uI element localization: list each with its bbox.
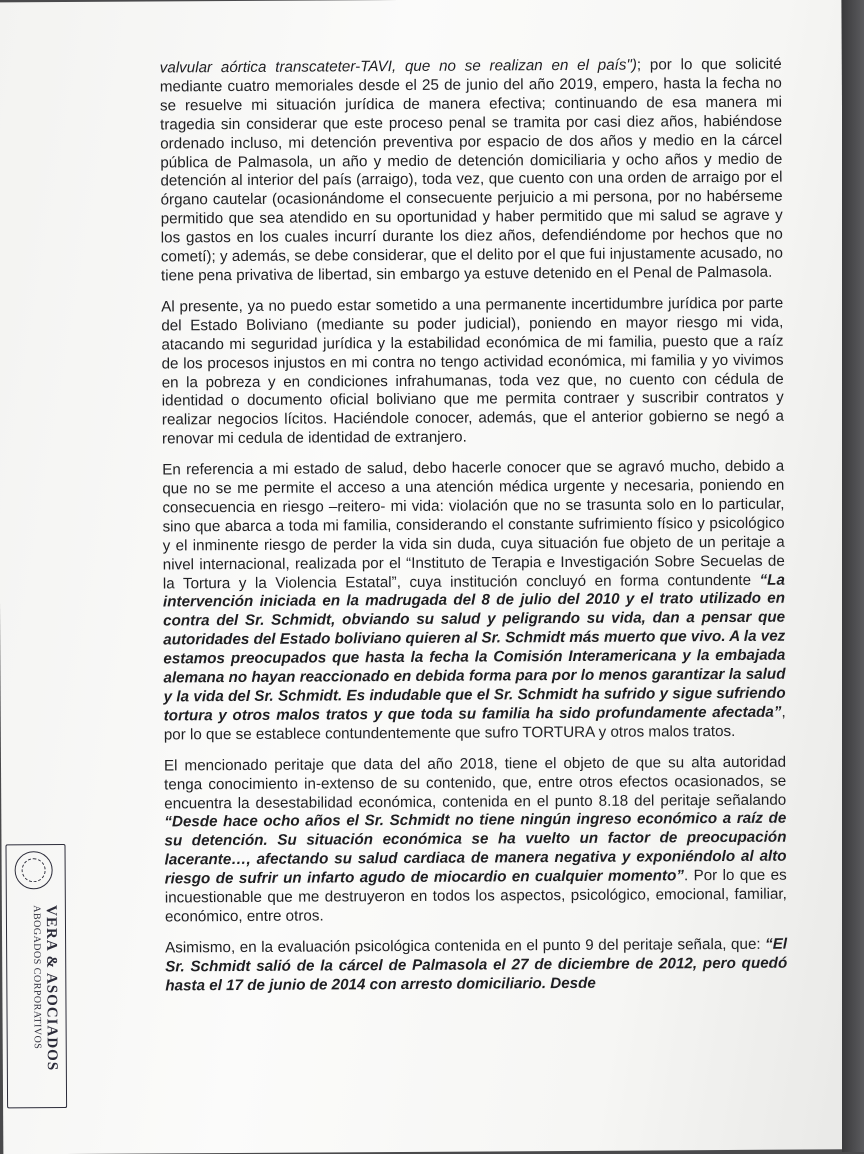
paragraph-1 (160, 56, 783, 287)
law-firm-stamp (5, 844, 67, 1108)
paragraph-3 (162, 458, 786, 745)
stamp-firm-name: VERA & ASOCIADOS (42, 905, 60, 1072)
text-segment: valvular aórtica transcateter-TAVI, que no se realizan en el país") (159, 56, 637, 77)
quoted-segment: “Desde hace ocho años el Sr. Schmidt no tiene ningún ingreso económico a raíz de su detención. Su situación económica se ha vuelto un factor de preocupación lacerante…, afectando su salud cardiaca de manera negativa y exponiéndolo al alto riesgo de sufrir un infarto agudo de miocardio en cualquier momento” (164, 810, 787, 888)
text-segment: Al presente, ya no puedo estar sometido a una permanente incertidumbre jurídica por parte del Estado Boliviano (mediante su poder judicial), poniendo en mayor riesgo mi vida, atacando mi seguridad jurídica y la estabilidad económica de mi familia, puesto que a raíz de los procesos injustos en mi contra no tengo actividad económica, mi familia y yo vivimos en la pobreza y en condiciones infrahumanas, toda vez que, no cuento con cédula de identidad o documento oficial boliviano que me permita contraer y suscribir contratos y realizar negocios lícitos. Haciéndole conocer, además, que el anterior gobierno se negó a renovar mi cedula de identidad de extranjero. (161, 294, 784, 448)
seal-icon (15, 851, 53, 889)
quoted-segment: “El Sr. Schmidt salió de la cárcel de Palmasola el 27 de diciembre de 2012, pero quedó hasta el 17 de junio de 2014 con arresto domiciliario. Desde (165, 935, 788, 995)
text-segment: En referencia a mi estado de salud, debo hacerle conocer que se agravó mucho, debido a que no se me permite el acceso a una atención médica urgente y necesaria, poniendo en consecuencia en riesgo –reitero- mi vida: violación que no se trasunta solo en lo particular, sino que abarca a toda mi familia, considerando el constante sufrimiento físico y psicológico y el inminente riesgo de perder la vida sin duda, cuya situación fue objeto de un peritaje a nivel internacional, realizada por el “Instituto de Terapia e Investigación Sobre Secuelas de la Tortura y la Violencia Estatal”, cuya institución concluyó en forma contundente (162, 457, 785, 593)
text-segment: ; por lo que solicité mediante cuatro memoriales desde el 25 de junio del año 2019, empero, hasta la fecha no se resuelve mi situación jurídica de manera efectiva; continuando de esa manera mi tragedia sin considerar que este proceso penal se tramita por casi diez años, habiéndose ordenado incluso, mi detención preventiva por espacio de dos años y medio en la cárcel pública de Palmasola, un año y medio de detención domiciliaria y ocho años y medio de detención al interior del país (arraigo), toda vez, que cuento con una orden de arraigo por el órgano cautelar (ocasionándome el consecuente perjuicio a mi persona, por no habérseme permitido que sea atendido en su oportunidad y haber permitido que mi salud se agrave y los gastos en los cuales incurrí durante los diez años, defendiéndome por hechos que no cometí); y además, se debe considerar, que el delito por el que fui injustamente acusado, no tiene pena privativa de libertad, sin embargo ya estuve detenido en el Penal de Palmasola. (159, 55, 783, 285)
paragraph-5 (165, 936, 787, 997)
paragraph-4 (164, 753, 787, 927)
text-segment: , por lo que se establece contundentemente que sufro TORTURA y otros malos tratos. (163, 703, 786, 744)
quoted-segment: “La intervención iniciada en la madrugada del 8 de julio del 2010 y el trato utilizado en contra del Sr. Schmidt, obviando su salud y peligrando su vida, dan a pensar que autoridades del Estado boliviano quieren al Sr. Schmidt más muerto que vivo. A la vez estamos preocupados que hasta la fecha la Comisión Interamericana y la embajada alemana no hayan reaccionado en debida forma para por lo menos garantizar la salud y la vida del Sr. Schmidt. Es indudable que el Sr. Schmidt ha sufrido y sigue sufriendo tortura y otros malos tratos y que toda su familia ha sido profundamente afectada” (162, 571, 786, 725)
stamp-text (17, 905, 60, 1105)
text-segment: . Por lo que es incuestionable que me destruyeron en todos los aspectos, psicológico, emocional, familiar, económico, entre otros. (164, 866, 787, 926)
stamp-firm-tagline: ABOGADOS CORPORATIVOS (30, 905, 43, 1050)
paragraph-2 (161, 295, 784, 450)
background-edge (842, 0, 864, 1152)
text-segment: Asimismo, en la evaluación psicológica contenida en el punto 9 del peritaje señala, que: (165, 935, 766, 957)
text-segment: El mencionado peritaje que data del año 2018, tiene el objeto de que su alta autoridad tenga conocimiento in-extenso de su contenido, que, entre otros efectos ocasionados, se encuentra la desestabilidad económica, contenida en el punto 8.18 del peritaje señalando (163, 753, 787, 812)
document-body (160, 56, 788, 1008)
